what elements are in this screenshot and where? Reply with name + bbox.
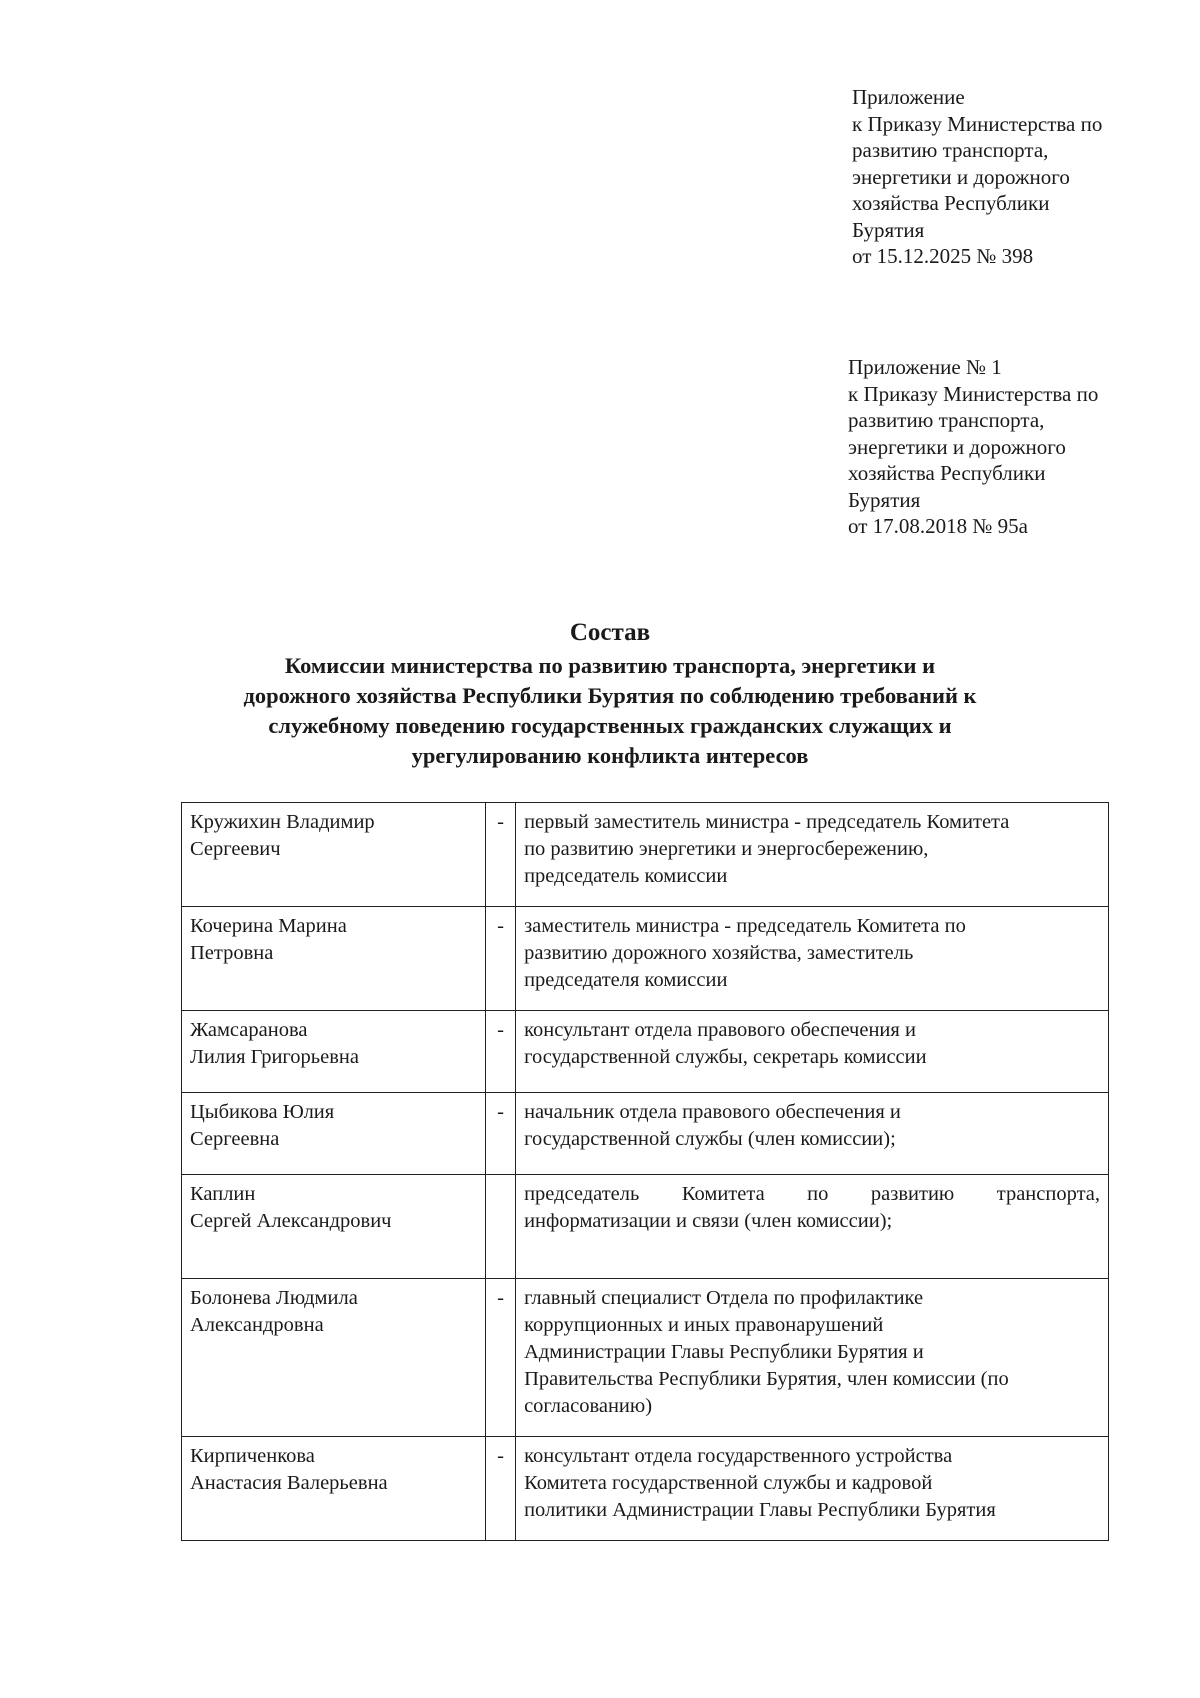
member-role [516, 907, 1109, 1011]
member-name-line: Кочерина Марина [190, 915, 347, 937]
member-name [182, 1437, 486, 1541]
member-role-line: консультант отдела правового обеспечения и [524, 1019, 916, 1041]
member-name-line: Лилия Григорьевна [190, 1046, 360, 1068]
member-dash [485, 1175, 515, 1279]
member-dash: - [485, 1437, 515, 1541]
member-name-line: Сергеевич [190, 838, 281, 860]
member-name-line: Петровна [190, 942, 274, 964]
member-role-line: государственной службы, секретарь комиссии [524, 1046, 927, 1068]
table-row [182, 907, 1109, 1011]
member-role-line: председателя комиссии [524, 969, 728, 991]
member-dash: - [485, 907, 515, 1011]
commission-members-table [181, 802, 1109, 1541]
title-subtitle-line: урегулированию конфликта интересов [411, 743, 809, 768]
title-main: Состав [569, 619, 651, 646]
member-role-line: информатизации и связи (член комиссии); [524, 1210, 893, 1232]
document-title [150, 618, 1070, 771]
member-role-line: политики Администрации Главы Республики Бурятия [524, 1499, 996, 1521]
member-dash: - [485, 1279, 515, 1437]
member-role [516, 1175, 1109, 1279]
member-name [182, 907, 486, 1011]
member-name [182, 803, 486, 907]
member-role-line: развитию дорожного хозяйства, заместитель [524, 942, 914, 964]
appendix-line: к Приказу Министерства по [852, 111, 1103, 136]
member-role-line: председатель Комитета по развитию транспорта, [524, 1183, 1100, 1205]
member-role-line: государственной службы (член комиссии); [524, 1128, 896, 1150]
title-subtitle-line: дорожного хозяйства Республики Бурятия по соблюдению требований к [243, 683, 977, 708]
member-dash: - [485, 803, 515, 907]
table-row [182, 1011, 1109, 1093]
member-role [516, 1437, 1109, 1541]
member-role-line: консультант отдела государственного устройства [524, 1445, 953, 1467]
member-role [516, 1093, 1109, 1175]
member-name-line: Жамсаранова [190, 1019, 308, 1041]
member-name-line: Кирпиченкова [190, 1445, 315, 1467]
member-role-line: согласованию) [524, 1395, 653, 1417]
appendix-header-current [852, 84, 1172, 270]
member-name-line: Сергей Александрович [190, 1210, 392, 1232]
member-name-line: Болонева Людмила [190, 1287, 358, 1309]
table-row [182, 803, 1109, 907]
member-name-line: Анастасия Валерьевна [190, 1472, 388, 1494]
member-role-line: первый заместитель министра - председатель Комитета [524, 811, 1010, 833]
appendix-line: энергетики и дорожного [848, 434, 1066, 459]
appendix-line: энергетики и дорожного [852, 164, 1070, 189]
appendix-line: развитию транспорта, [848, 408, 1045, 432]
member-name-line: Сергеевна [190, 1128, 280, 1150]
member-name [182, 1011, 486, 1093]
member-name [182, 1093, 486, 1175]
appendix-line: к Приказу Министерства по [848, 381, 1099, 406]
table-row [182, 1437, 1109, 1541]
appendix-line: от 15.12.2025 № 398 [852, 244, 1034, 268]
member-role [516, 803, 1109, 907]
member-role-line: по развитию энергетики и энергосбережению, [524, 838, 929, 860]
member-name-line: Александровна [190, 1314, 324, 1336]
member-role-line: главный специалист Отдела по профилактике [524, 1287, 924, 1309]
title-subtitle-line: служебному поведению государственных гражданских служащих и [268, 713, 952, 738]
appendix-line: Бурятия [848, 487, 921, 512]
appendix-line: развитию транспорта, [852, 138, 1049, 162]
member-name-line: Кружихин Владимир [190, 811, 375, 833]
member-role [516, 1011, 1109, 1093]
member-role-line: заместитель министра - председатель Комитета по [524, 915, 966, 937]
member-role-line: Комитета государственной службы и кадровой [524, 1472, 933, 1494]
table-row [182, 1093, 1109, 1175]
appendix-line: от 17.08.2018 № 95а [848, 514, 1029, 538]
table-row [182, 1175, 1109, 1279]
member-role-line: Правительства Республики Бурятия, член комиссии (по [524, 1368, 1009, 1390]
appendix-line: Бурятия [852, 217, 925, 242]
member-role-line: председатель комиссии [524, 865, 728, 887]
member-role [516, 1279, 1109, 1437]
member-role-line: начальник отдела правового обеспечения и [524, 1101, 901, 1123]
member-name [182, 1279, 486, 1437]
appendix-header-original [848, 354, 1168, 540]
member-name-line: Цыбикова Юлия [190, 1101, 335, 1123]
appendix-line: хозяйства Республики [852, 191, 1050, 215]
member-dash: - [485, 1093, 515, 1175]
title-subtitle-line: Комиссии министерства по развитию транспорта, энергетики и [284, 653, 936, 678]
table-row [182, 1279, 1109, 1437]
member-role-line: Администрации Главы Республики Бурятия и [524, 1341, 924, 1363]
appendix-line: Приложение № 1 [848, 355, 1002, 379]
member-role-line: коррупционных и иных правонарушений [524, 1314, 884, 1336]
member-name-line: Каплин [190, 1183, 256, 1205]
member-name [182, 1175, 486, 1279]
appendix-line: Приложение [852, 85, 965, 109]
member-dash: - [485, 1011, 515, 1093]
appendix-line: хозяйства Республики [848, 461, 1046, 485]
